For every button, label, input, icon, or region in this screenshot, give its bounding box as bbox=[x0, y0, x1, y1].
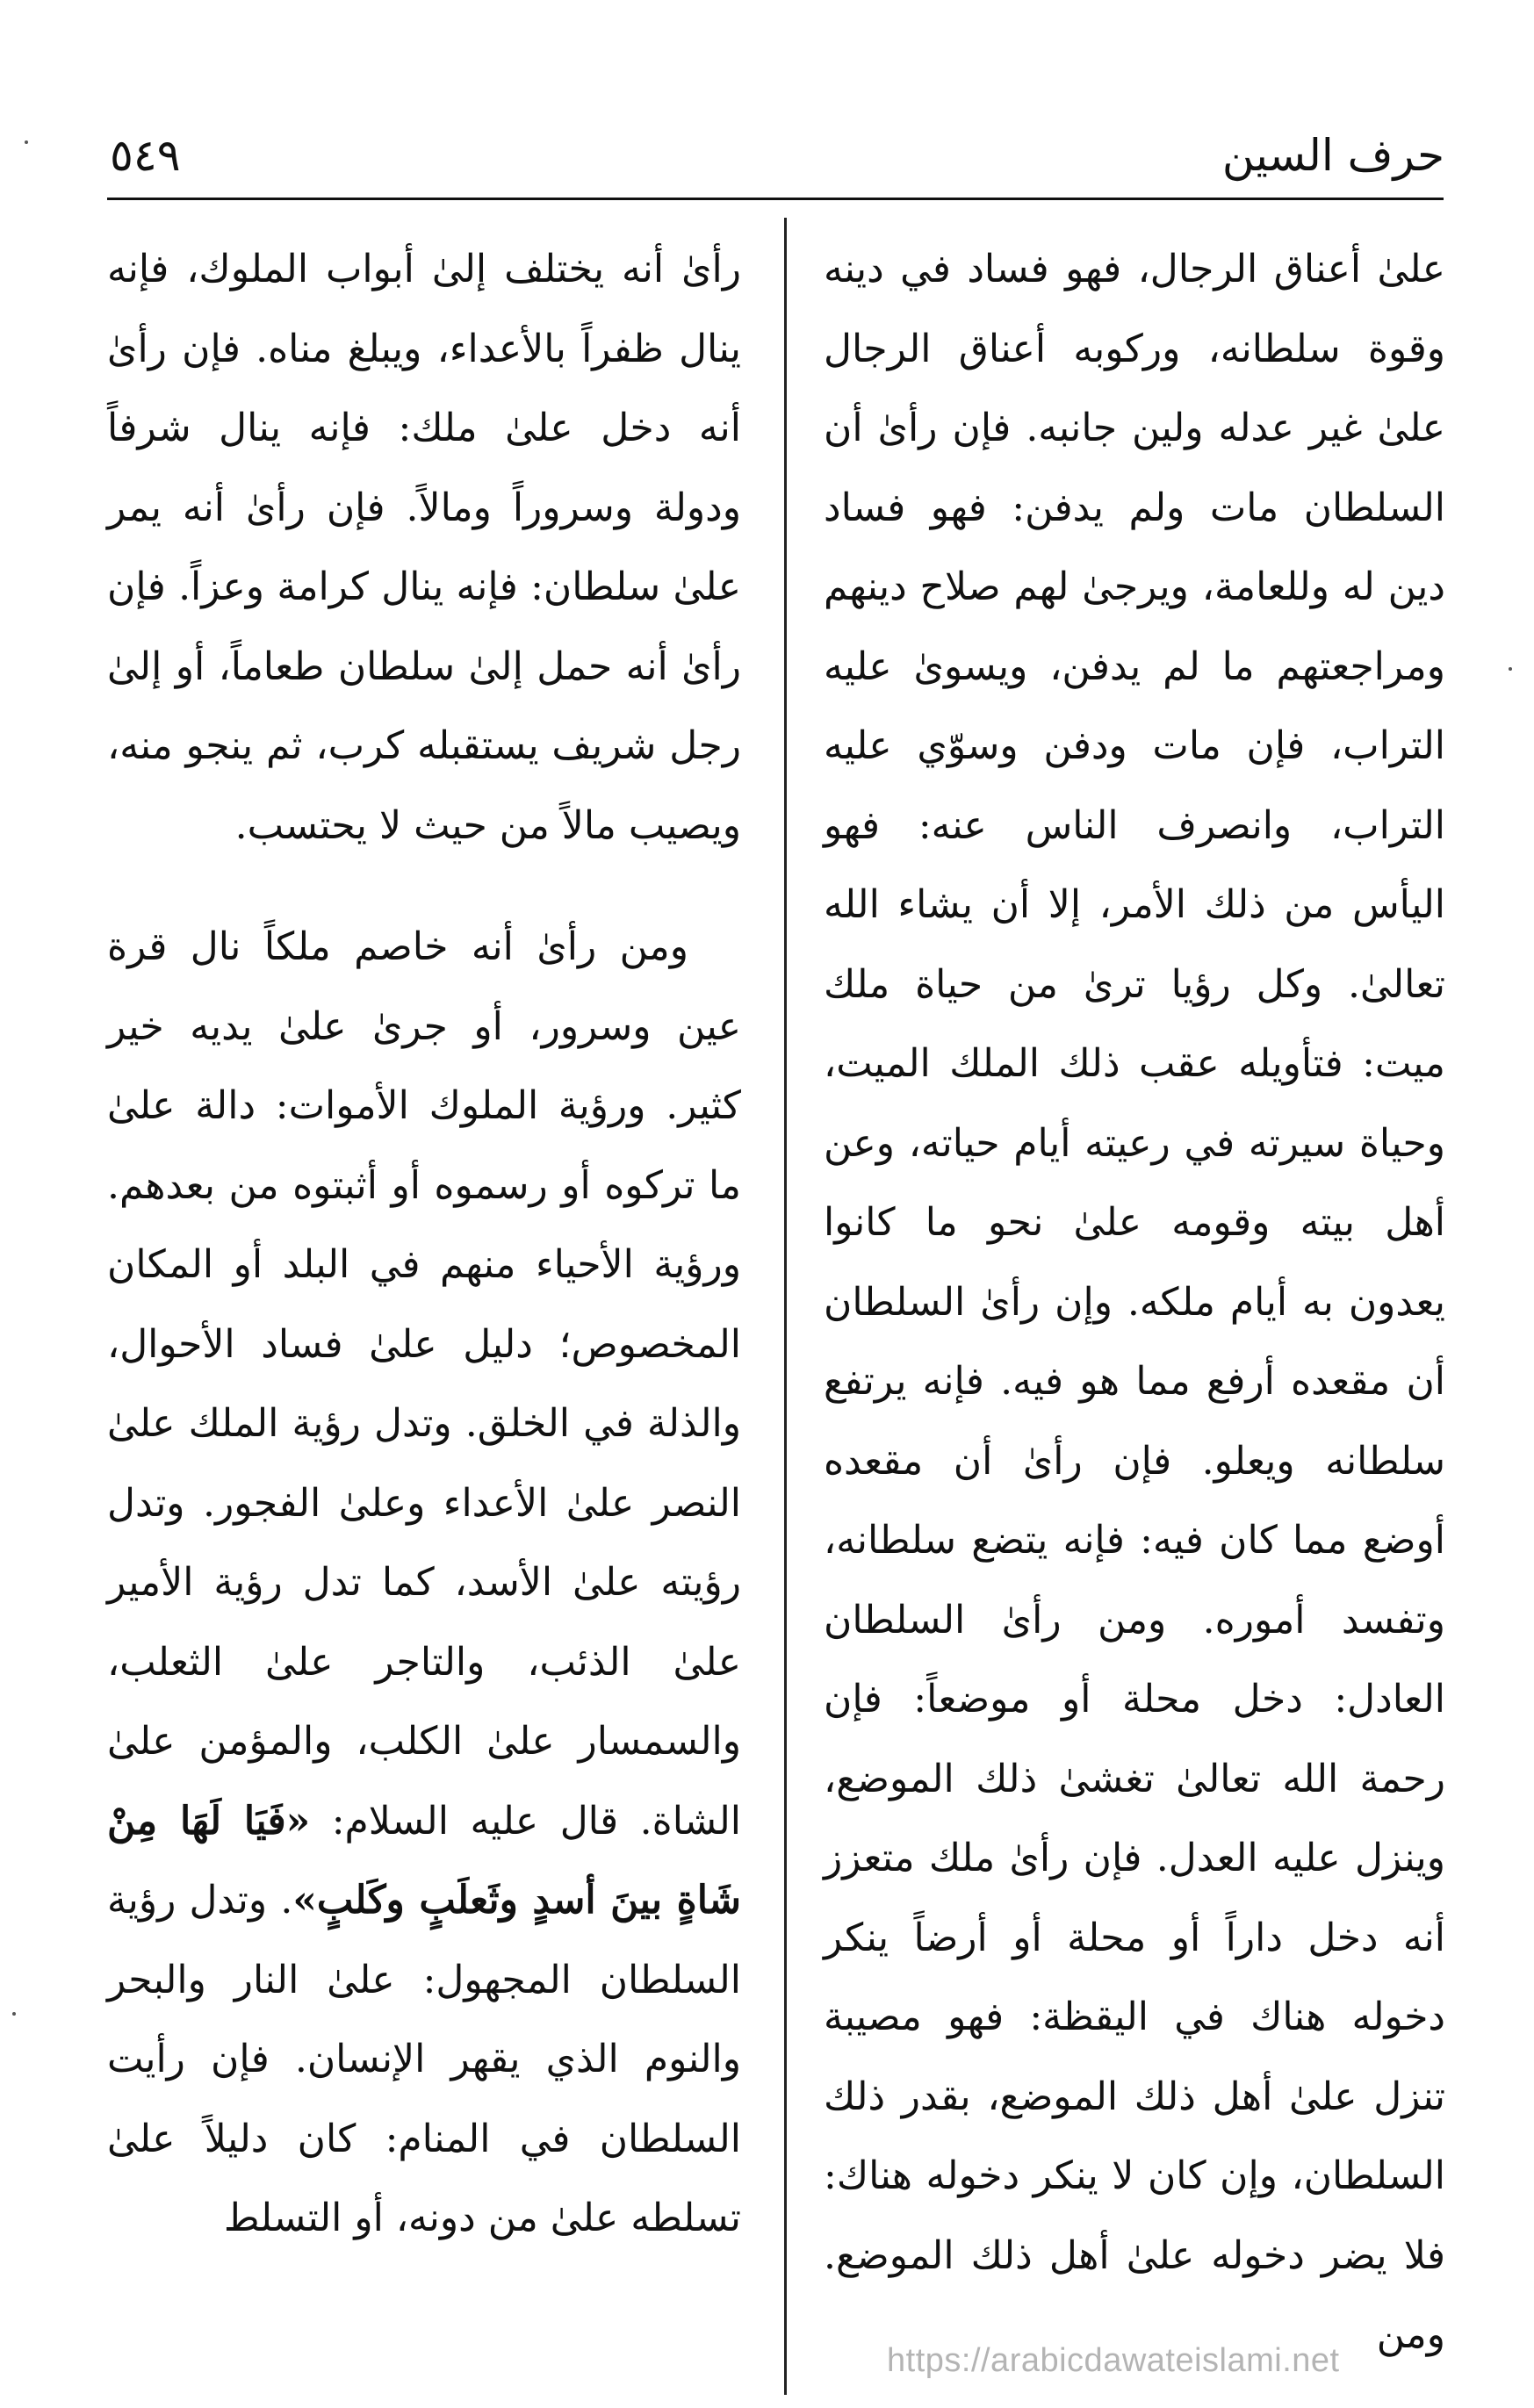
left-column-paragraph-1: رأىٰ أنه يختلف إلىٰ أبواب الملوك، فإنه ينال ظفراً بالأعداء، ويبلغ مناه. فإن رأىٰ أنه دخل علىٰ ملك: فإنه ينال شرفاً ودولة وسروراً ومالاً. فإن رأىٰ أنه يمر علىٰ سلطان: فإنه ينال كرامة وعزاً. فإن رأىٰ أنه حمل إلىٰ سلطان طعاماً، أو إلىٰ رجل شريف يستقبله كرب، ثم ينجو منه، ويصيب مالاً من حيث لا يحتسب. bbox=[107, 247, 741, 848]
paragraph-2-text-before-quote: ومن رأىٰ أنه خاصم ملكاً نال قرة عين وسرور، أو جرىٰ علىٰ يديه خير كثير. ورؤية الملوك الأموات: دالة علىٰ ما تركوه أو رسموه أو أثبتوه من بعدهم. ورؤية الأحياء منهم في البلد أو المكان المخصوص؛ دليل علىٰ فساد الأحوال، والذلة في الخلق. وتدل رؤية الملك علىٰ النصر علىٰ الأعداء وعلىٰ الفجور. وتدل رؤيته علىٰ الأسد، كما تدل رؤية الأمير علىٰ الذئب، والتاجر علىٰ الثعلب، والسمسار علىٰ الكلب، والمؤمن علىٰ الشاة. قال عليه السلام: bbox=[107, 924, 741, 1844]
page-header bbox=[110, 123, 1444, 193]
hadith-quote: «فَيَا لَهَا مِنْ شَاةٍ بينَ أسدٍ وثَعلَبٍ وكَلبٍ» bbox=[107, 1798, 741, 1923]
scan-speck bbox=[1509, 667, 1512, 671]
scan-speck bbox=[25, 140, 28, 144]
right-column-paragraph: علىٰ أعناق الرجال، فهو فساد في دينه وقوة سلطانه، وركوبه أعناق الرجال علىٰ غير عدله ولين جانبه. فإن رأىٰ أن السلطان مات ولم يدفن: فهو فساد دين له وللعامة، ويرجىٰ لهم صلاح دينهم ومراجعتهم ما لم يدفن، ويسوىٰ عليه التراب، فإن مات ودفن وسوّي عليه التراب، وانصرف الناس عنه: فهو اليأس من ذلك الأمر، إلا أن يشاء الله تعالىٰ. وكل رؤيا ترىٰ من حياة ملك ميت: فتأويله عقب ذلك الملك الميت، وحياة سيرته في رعيته أيام حياته، وعن أهل بيته وقومه علىٰ نحو ما كانوا يعدون به أيام ملكه. وإن رأىٰ السلطان أن مقعده أرفع مما هو فيه. فإنه يرتفع سلطانه ويعلو. فإن رأىٰ أن مقعده أوضع مما كان فيه: فإنه يتضع سلطانه، وتفسد أموره. ومن رأىٰ السلطان العادل: دخل محلة أو موضعاً: فإن رحمة الله تعالىٰ تغشىٰ ذلك الموضع، وينزل عليه العدل. فإن رأىٰ ملك متعزز أنه دخل داراً أو محلة أو أرضاً ينكر دخوله هناك في اليقظة: فهو مصيبة تنزل علىٰ أهل ذلك الموضع، بقدر ذلك السلطان، وإن كان لا ينكر دخوله هناك: فلا يضر دخوله علىٰ أهل ذلك الموضع. ومن bbox=[824, 247, 1445, 2357]
watermark-link[interactable]: https://arabicdawateislami.net bbox=[887, 2342, 1340, 2379]
scan-speck bbox=[12, 2012, 16, 2016]
left-column bbox=[107, 230, 741, 2259]
column-divider bbox=[784, 218, 787, 2395]
header-rule bbox=[107, 198, 1444, 200]
chapter-title: حرف السين bbox=[1221, 130, 1444, 181]
paragraph-2-text-after-quote: . وتدل رؤية السلطان المجهول: علىٰ النار والبحر والنوم الذي يقهر الإنسان. فإن رأيت السلطان في المنام: كان دليلاً علىٰ تسلطه علىٰ من دونه، أو التسلط bbox=[107, 1878, 741, 2240]
left-column-paragraph-2 bbox=[107, 908, 741, 2259]
right-column bbox=[824, 230, 1445, 2376]
page-number: ٥٤٩ bbox=[110, 130, 181, 181]
